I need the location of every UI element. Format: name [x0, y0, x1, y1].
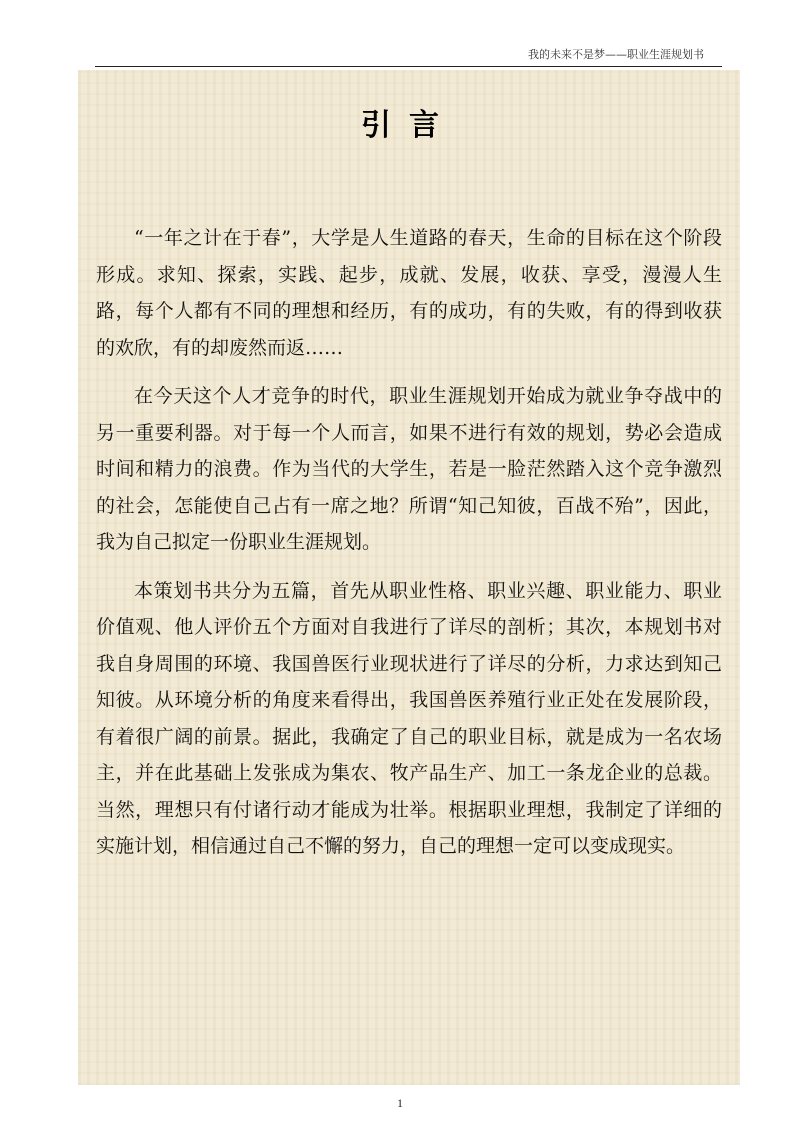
- paragraph: 本策划书共分为五篇，首先从职业性格、职业兴趣、职业能力、职业价值观、他人评价五个方面对自我进行了详尽的剖析；其次，本规划书对我自身周围的环境、我国兽医行业现状进行了详尽的分析，力求达到知己知彼。从环境分析的角度来看得出，我国兽医养殖行业正处在发展阶段，有着很广阔的前景。据此，我确定了自己的职业目标，就是成为一名农场主，并在此基础上发张成为集农、牧产品生产、加工一条龙企业的总裁。当然，理想只有付诸行动才能成为壮举。根据职业理想，我制定了详细的实施计划，相信通过自己不懈的努力，自己的理想一定可以变成现实。: [96, 579, 722, 857]
- running-title: 我的未来不是梦——职业生涯规划书: [528, 48, 704, 61]
- body-text: [96, 220, 722, 877]
- page-number: 1: [397, 1096, 403, 1110]
- running-header: [95, 48, 722, 67]
- paragraph: “一年之计在于春”，大学是人生道路的春天，生命的目标在这个阶段形成。求知、探索，实践、起步，成就、发展，收获、享受，漫漫人生路，每个人都有不同的理想和经历，有的成功，有的失败，有的得到收获的欢欣，有的却废然而返……: [96, 227, 722, 359]
- paragraph: 在今天这个人才竞争的时代，职业生涯规划开始成为就业争夺战中的另一重要利器。对于每一个人而言，如果不进行有效的规划，势必会造成时间和精力的浪费。作为当代的大学生，若是一脸茫然踏入这个竞争激烈的社会，怎能使自己占有一席之地？所谓“知己知彼，百战不殆”，因此，我为自己拟定一份职业生涯规划。: [96, 385, 722, 553]
- page-title: 引言: [361, 108, 457, 143]
